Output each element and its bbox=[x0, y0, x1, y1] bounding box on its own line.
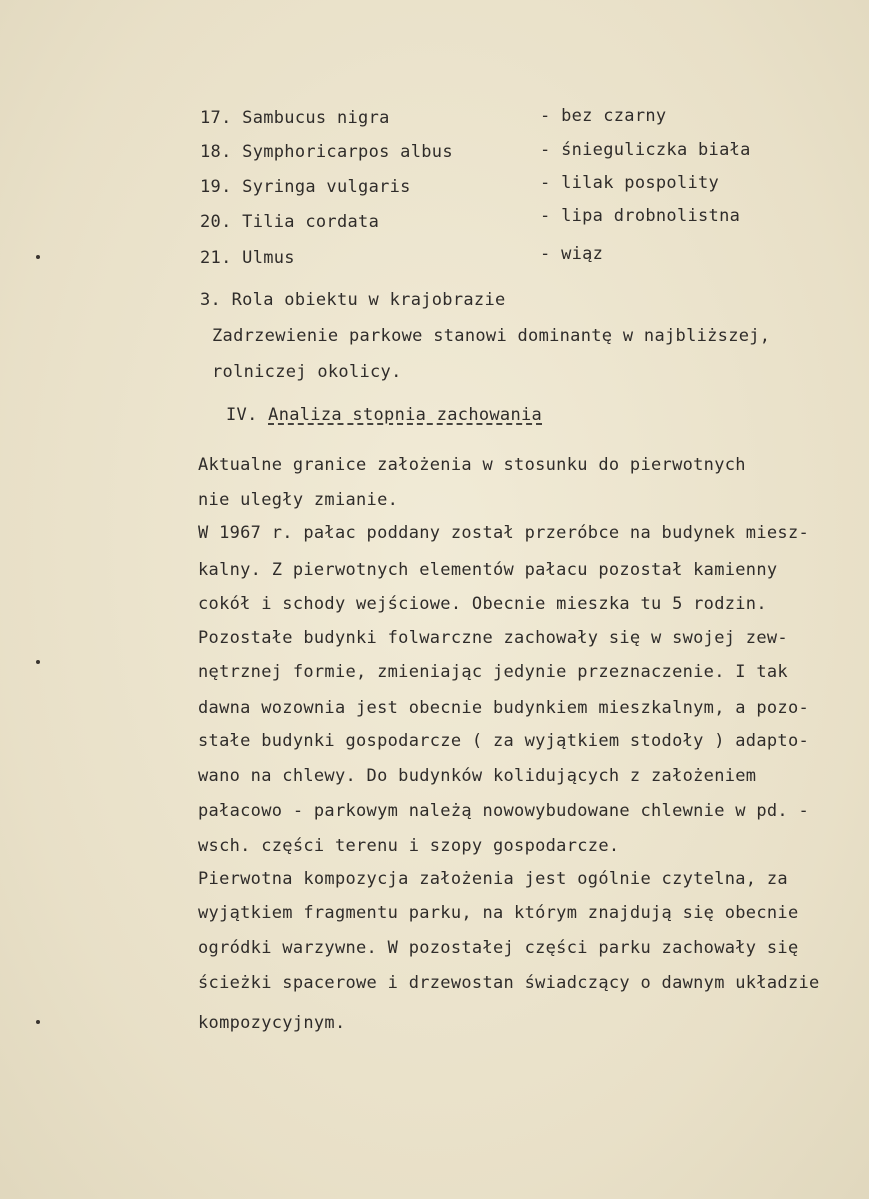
item-number: 18. bbox=[200, 142, 232, 162]
paragraph-line: ścieżki spacerowe i drzewostan świadczący o dawnym układzie bbox=[198, 973, 820, 993]
punch-mark bbox=[36, 1020, 40, 1024]
paragraph-line: nie uległy zmianie. bbox=[198, 490, 399, 510]
punch-mark bbox=[36, 255, 40, 259]
paragraph-line: ogródki warzywne. W pozostałej części parku zachowały się bbox=[198, 938, 799, 958]
polish-name: - śnieguliczka biała bbox=[540, 140, 751, 160]
paragraph-line: Zadrzewienie parkowe stanowi dominantę w najbliższej, bbox=[212, 326, 771, 346]
heading-number: IV. bbox=[226, 405, 258, 425]
paragraph-line: stałe budynki gospodarcze ( za wyjątkiem stodoły ) adapto- bbox=[198, 731, 810, 751]
list-item bbox=[200, 177, 411, 197]
section-heading bbox=[226, 405, 542, 425]
paragraph-line: wyjątkiem fragmentu parku, na którym znajdują się obecnie bbox=[198, 903, 799, 923]
paragraph-line: wano na chlewy. Do budynków kolidujących z założeniem bbox=[198, 766, 757, 786]
paragraph-line: wsch. części terenu i szopy gospodarcze. bbox=[198, 836, 620, 856]
list-item bbox=[200, 108, 390, 128]
punch-mark bbox=[36, 660, 40, 664]
paragraph-line: dawna wozownia jest obecnie budynkiem mieszkalnym, a pozo- bbox=[198, 698, 810, 718]
latin-name: Symphoricarpos albus bbox=[242, 142, 453, 162]
polish-name: - wiąz bbox=[540, 244, 604, 264]
list-item bbox=[200, 248, 295, 268]
item-number: 17. bbox=[200, 108, 232, 128]
polish-name: - lilak pospolity bbox=[540, 173, 720, 193]
item-number: 20. bbox=[200, 212, 232, 232]
paragraph-line: nętrznej formie, zmieniając jedynie przeznaczenie. I tak bbox=[198, 662, 788, 682]
paragraph-line: Aktualne granice założenia w stosunku do pierwotnych bbox=[198, 455, 746, 475]
paragraph-line: rolniczej okolicy. bbox=[212, 362, 402, 382]
item-number: 19. bbox=[200, 177, 232, 197]
latin-name: Tilia cordata bbox=[242, 212, 380, 232]
heading-title: Analiza stopnia zachowania bbox=[268, 405, 543, 425]
latin-name: Ulmus bbox=[242, 248, 295, 268]
paragraph-line: W 1967 r. pałac poddany został przeróbce na budynek miesz- bbox=[198, 523, 810, 543]
list-item bbox=[200, 212, 379, 232]
latin-name: Sambucus nigra bbox=[242, 108, 390, 128]
latin-name: Syringa vulgaris bbox=[242, 177, 411, 197]
item-number: 21. bbox=[200, 248, 232, 268]
paragraph-line: kalny. Z pierwotnych elementów pałacu pozostał kamienny bbox=[198, 560, 778, 580]
paragraph-line: kompozycyjnym. bbox=[198, 1013, 346, 1033]
paragraph-line: pałacowo - parkowym należą nowowybudowane chlewnie w pd. - bbox=[198, 801, 810, 821]
paragraph-line: cokół i schody wejściowe. Obecnie mieszka tu 5 rodzin. bbox=[198, 594, 767, 614]
section-heading: 3. Rola obiektu w krajobrazie bbox=[200, 290, 506, 310]
paragraph-line: Pozostałe budynki folwarczne zachowały się w swojej zew- bbox=[198, 628, 788, 648]
paragraph-line: Pierwotna kompozycja założenia jest ogólnie czytelna, za bbox=[198, 869, 788, 889]
polish-name: - lipa drobnolistna bbox=[540, 206, 741, 226]
list-item bbox=[200, 142, 453, 162]
polish-name: - bez czarny bbox=[540, 106, 667, 126]
